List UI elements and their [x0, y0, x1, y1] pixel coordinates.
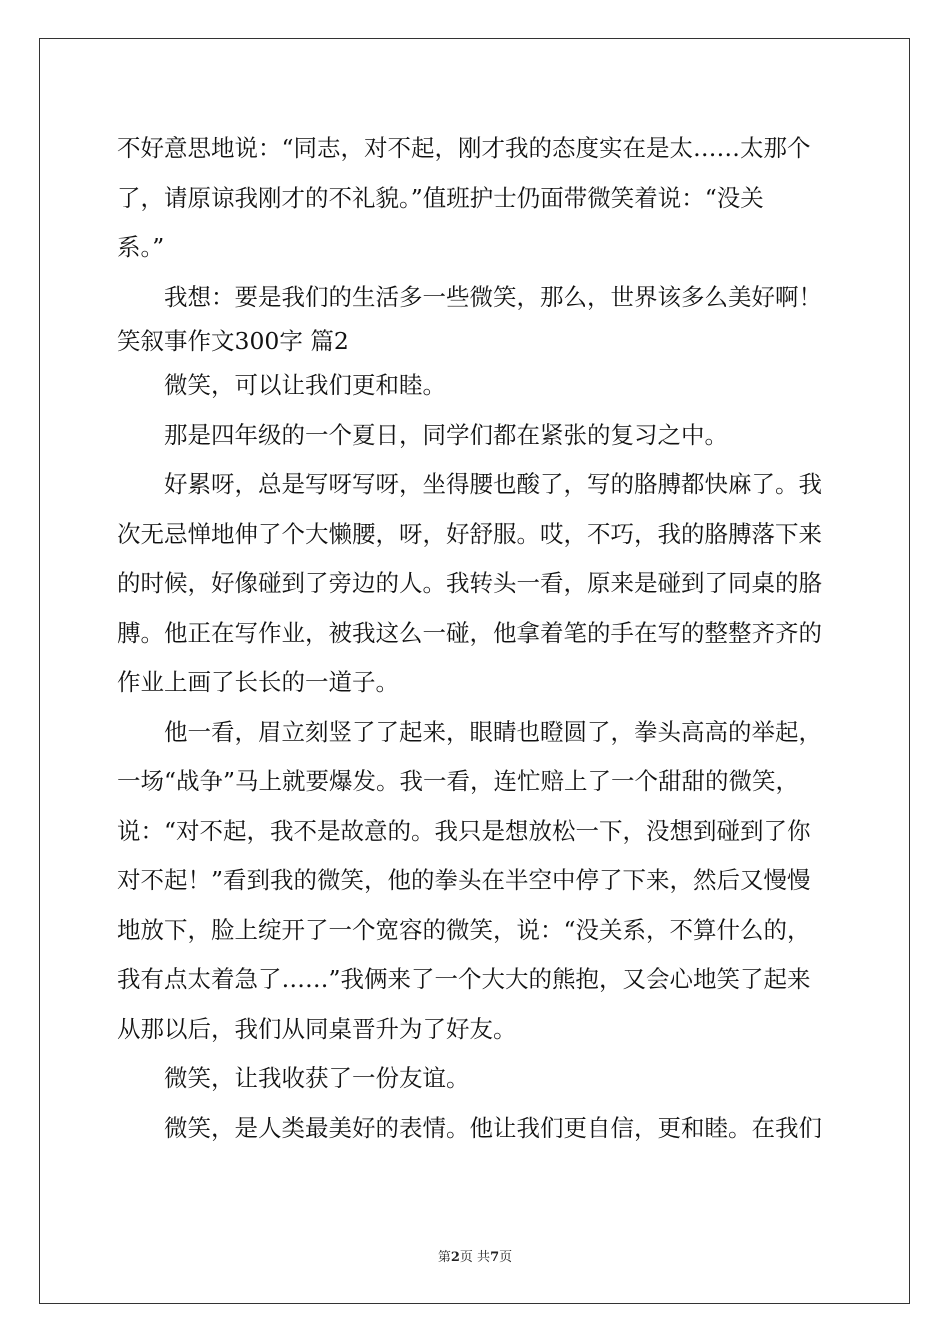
- text-line: 我有点太着急了……”我俩来了一个大大的熊抱，又会心地笑了起来: [117, 965, 811, 993]
- text-line: 从那以后，我们从同桌晋升为了好友。: [117, 1014, 517, 1043]
- total-page-number: 7: [490, 1250, 500, 1265]
- paragraph-line: 他一看，眉立刻竖了了起来，眼睛也瞪圆了，拳头高高的举起，: [164, 717, 822, 746]
- current-page-number: 2: [450, 1250, 460, 1265]
- text-line: 了，请原谅我刚才的不礼貌。”值班护士仍面带微笑着说：“没关: [117, 183, 764, 212]
- paragraph-line: 好累呀，总是写呀写呀，坐得腰也酸了，写的胳膊都快麻了。我: [164, 470, 822, 498]
- text-line: 不好意思地说：“同志，对不起，刚才我的态度实在是太……太那个: [117, 134, 811, 162]
- document-body: [117, 124, 833, 1153]
- footer-suffix: 页: [499, 1250, 513, 1265]
- text-line: 地放下，脸上绽开了一个宽容的微笑，说：“没关系，不算什么的，: [117, 915, 811, 944]
- page-footer: [0, 1246, 950, 1265]
- footer-mid: 页 共: [459, 1250, 491, 1265]
- text-line: 说：“对不起，我不是故意的。我只是想放松一下，没想到碰到了你: [117, 816, 811, 845]
- text-line: 的时候，好像碰到了旁边的人。我转头一看，原来是碰到了同桌的胳: [117, 569, 822, 597]
- section-heading: 笑叙事作文300字 篇2: [117, 327, 349, 355]
- text-line: 次无忌惮地伸了个大懒腰，呀，好舒服。哎，不巧，我的胳膊落下来: [117, 519, 822, 548]
- text-line: 对不起！”看到我的微笑，他的拳头在半空中停了下来，然后又慢慢: [117, 866, 811, 894]
- text-line: 作业上画了长长的一道子。: [117, 668, 399, 696]
- paragraph-line: 微笑，是人类最美好的表情。他让我们更自信，更和睦。在我们: [164, 1113, 822, 1142]
- paragraph-line: 那是四年级的一个夏日，同学们都在紧张的复习之中。: [164, 420, 728, 449]
- paragraph-line: 微笑，可以让我们更和睦。: [164, 371, 446, 399]
- footer-prefix: 第: [437, 1250, 451, 1265]
- text-line: 膊。他正在写作业，被我这么一碰，他拿着笔的手在写的整整齐齐的: [117, 618, 822, 647]
- text-line: 一场“战争”马上就要爆发。我一看，连忙赔上了一个甜甜的微笑，: [117, 767, 800, 795]
- paragraph-line: 微笑，让我收获了一份友谊。: [164, 1064, 470, 1092]
- text-line: 系。”: [117, 233, 165, 261]
- paragraph-line: 我想：要是我们的生活多一些微笑，那么，世界该多么美好啊！: [164, 282, 822, 311]
